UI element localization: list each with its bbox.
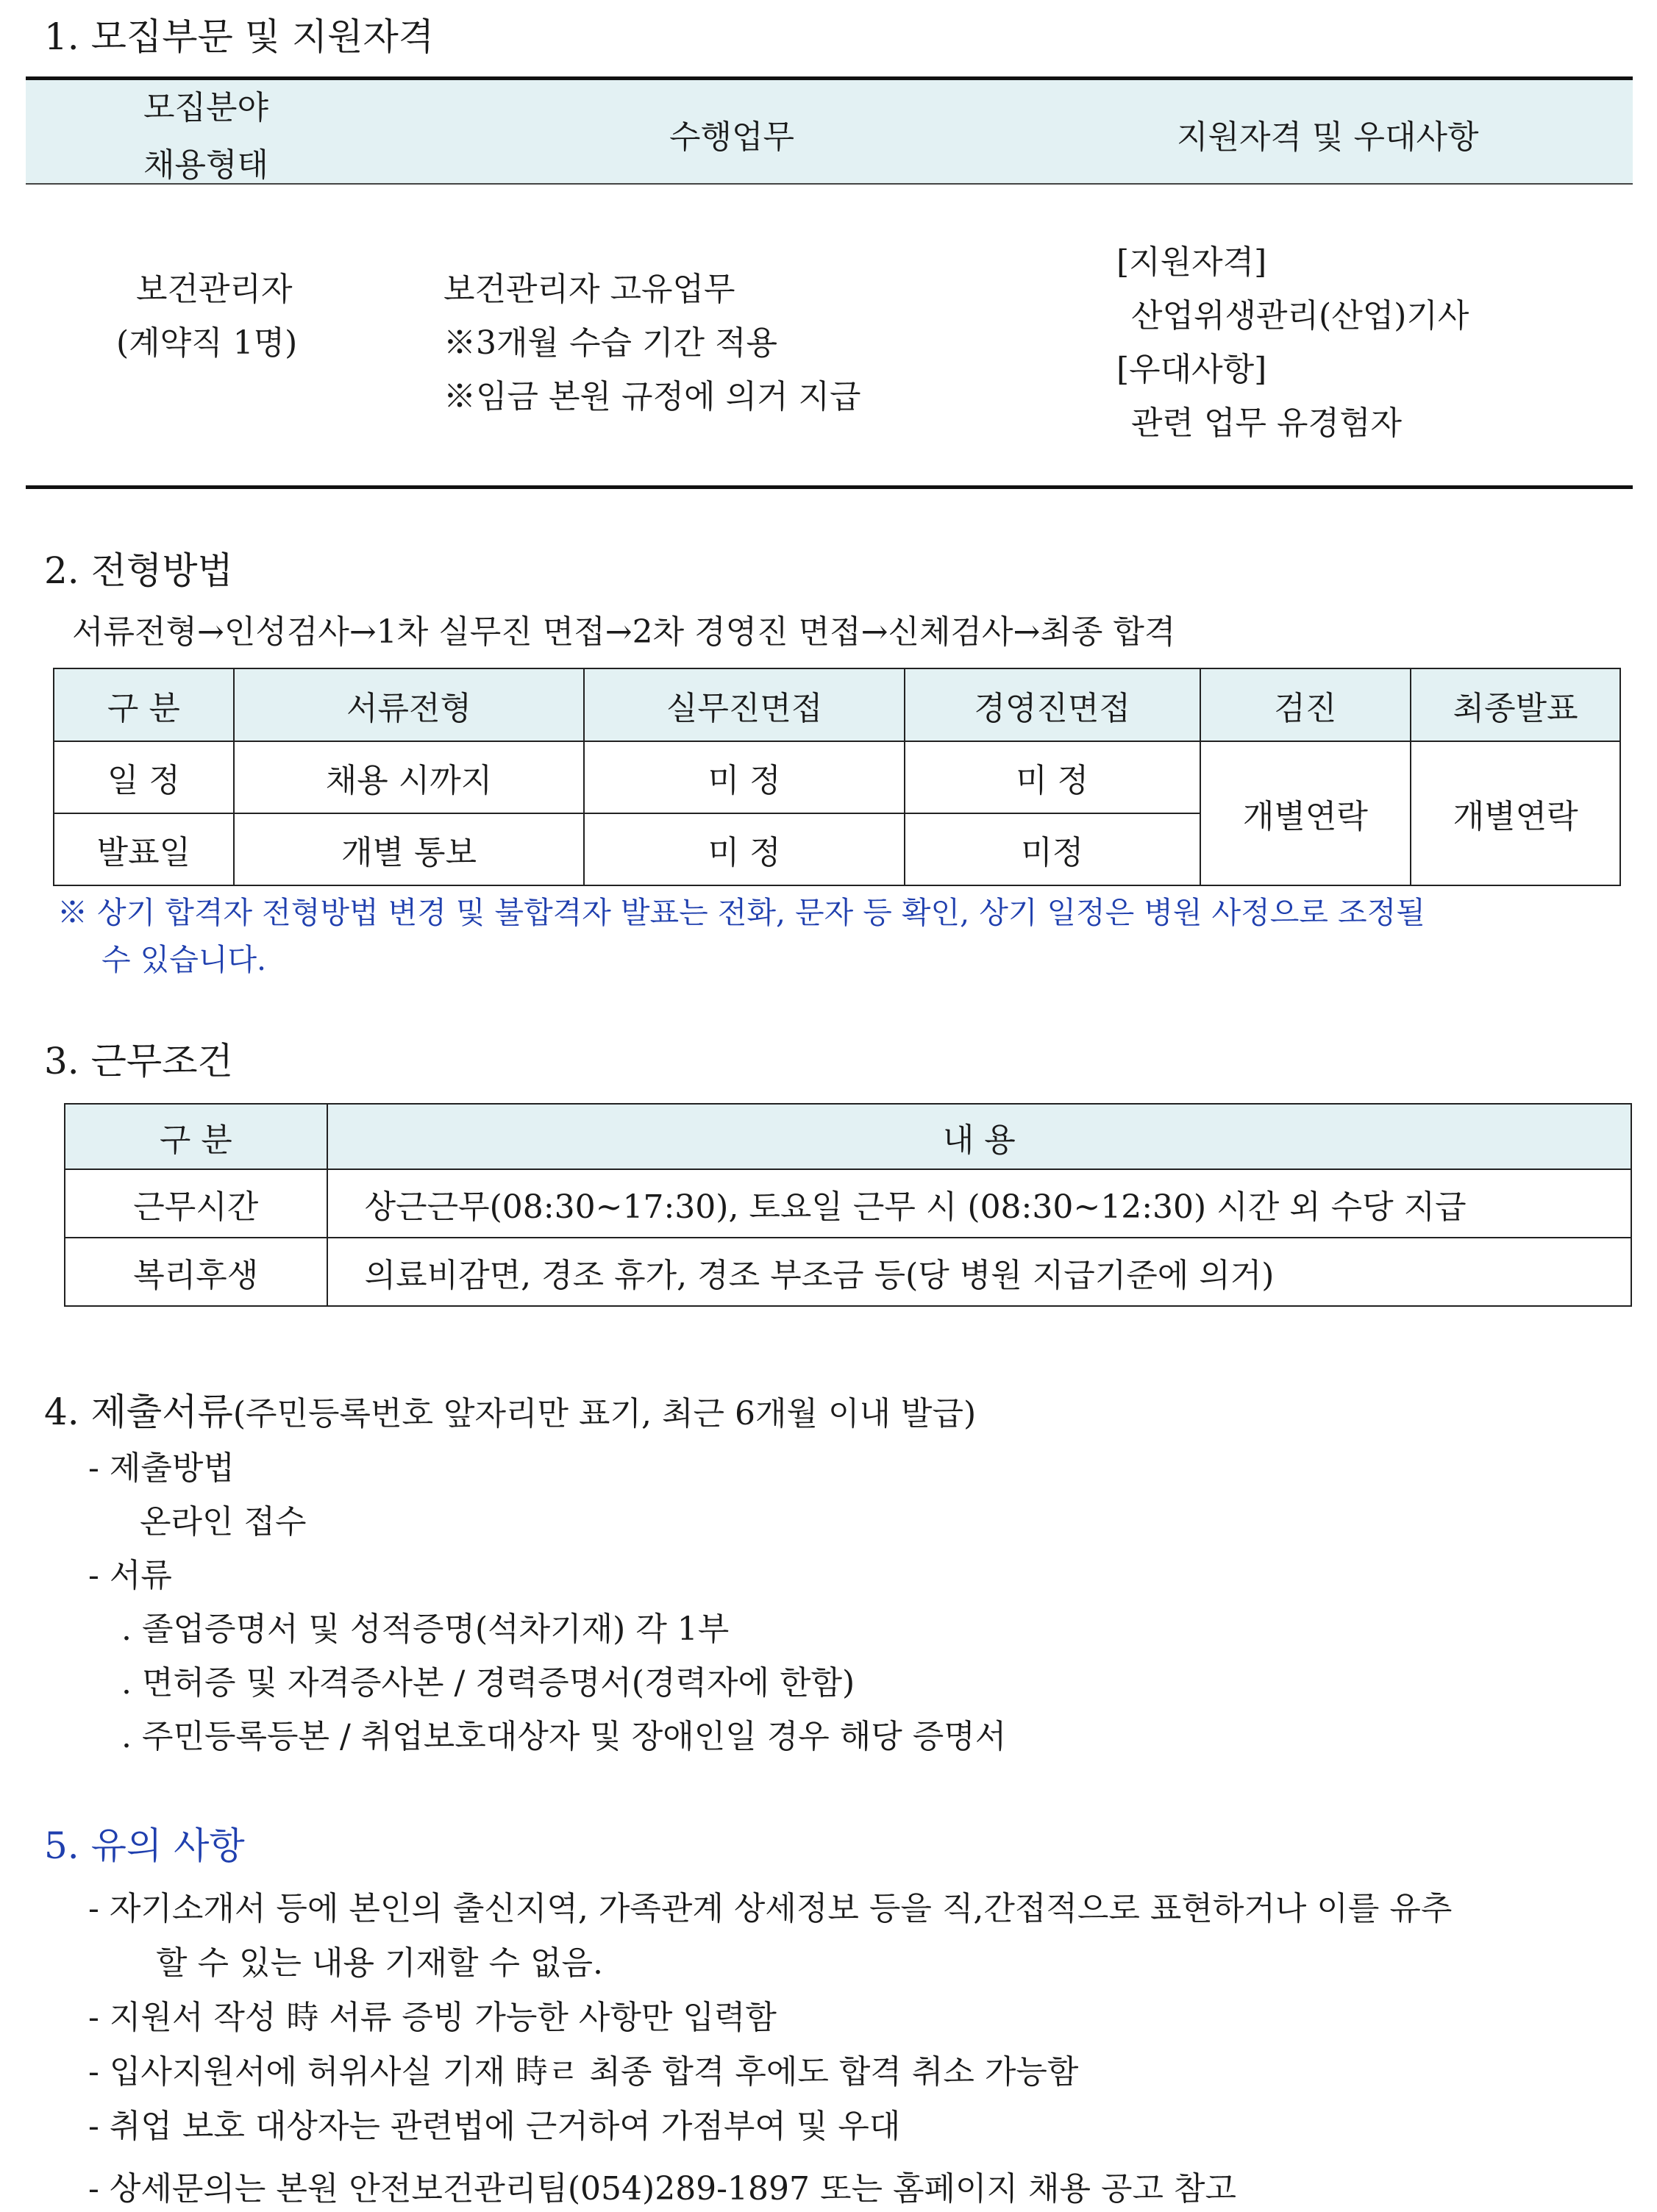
s3-row-content: 의료비감면, 경조 휴가, 경조 부조금 등(당 병원 지급기준에 의거) [327, 1238, 1631, 1306]
section1-bottom-rule [26, 485, 1633, 489]
s2-cell: 미정 [905, 813, 1200, 885]
s2-cell: 개별 통보 [234, 813, 585, 885]
s1-header-field-2: 채용형태 [143, 146, 269, 184]
s1-pref-value: 관련 업무 유경험자 [1131, 404, 1403, 442]
s1-employment-type: (계약직 1명) [116, 324, 298, 362]
s2-header-cell: 구 분 [54, 668, 234, 741]
section4-subtitle: (주민등록번호 앞자리만 표기, 최근 6개월 이내 발급) [232, 1395, 977, 1433]
s2-cell: 채용 시까지 [234, 741, 585, 813]
s5-note: - 지원서 작성 時 서류 증빙 가능한 사항만 입력함 [88, 1999, 777, 2036]
s3-row-welfare [65, 1238, 1631, 1306]
s1-field-name: 보건관리자 [136, 271, 293, 308]
s2-final-contact: 개별연락 [1411, 741, 1620, 885]
section1-title: 1. 모집부문 및 지원자격 [44, 15, 435, 58]
s2-cell: 일 정 [54, 741, 234, 813]
s1-header-duties: 수행업무 [669, 118, 795, 156]
s2-note-line-1: ※ 상기 합격자 전형방법 변경 및 불합격자 발표는 전화, 문자 등 확인, 상기 일정은 병원 사정으로 조정될 [57, 895, 1425, 930]
s3-row-label: 복리후생 [65, 1238, 327, 1306]
s2-header-row [54, 668, 1620, 741]
s2-cell: 미 정 [584, 813, 905, 885]
s2-header-cell: 서류전형 [234, 668, 585, 741]
s4-method-label: - 제출방법 [88, 1449, 235, 1487]
s5-note: 할 수 있는 내용 기재할 수 없음. [156, 1944, 603, 1982]
s5-note: - 상세문의는 본원 안전보건관리팀(054)289-1897 또는 홈페이지 채용 공고 참고 [88, 2170, 1236, 2208]
s3-header-cell: 내 용 [327, 1104, 1631, 1169]
s4-method-value: 온라인 접수 [140, 1503, 307, 1541]
s3-row-content: 상근근무(08:30~17:30), 토요일 근무 시 (08:30~12:30) 시간 외 수당 지급 [327, 1169, 1631, 1238]
section2-title: 2. 전형방법 [44, 549, 233, 592]
s2-cell: 미 정 [584, 741, 905, 813]
s1-header-qualifications: 지원자격 및 우대사항 [1177, 118, 1479, 156]
s5-note: - 자기소개서 등에 본인의 출신지역, 가족관계 상세정보 등을 직,간접적으로 표현하거나 이를 유추 [88, 1890, 1453, 1927]
s5-note: - 입사지원서에 허위사실 기재 時ㄹ 최종 합격 후에도 합격 취소 가능함 [88, 2053, 1079, 2091]
s1-pref-label: [우대사항] [1116, 351, 1267, 388]
section4-heading [44, 1382, 976, 1435]
s1-duty-1: 보건관리자 고유업무 [443, 271, 735, 308]
s5-note: - 취업 보호 대상자는 관련법에 근거하여 가점부여 및 우대 [88, 2108, 901, 2145]
selection-schedule-table [53, 668, 1621, 886]
section4-title: 4. 제출서류 [44, 1391, 233, 1433]
s2-note-line-2: 수 있습니다. [101, 942, 267, 977]
s4-doc-item: . 면허증 및 자격증사본 / 경력증명서(경력자에 한함) [121, 1664, 855, 1702]
s1-duty-2: ※3개월 수습 기간 적용 [443, 324, 777, 362]
s4-doc-item: . 졸업증명서 및 성적증명(석차기재) 각 1부 [121, 1610, 730, 1648]
s2-header-cell: 실무진면접 [584, 668, 905, 741]
s2-header-cell: 검진 [1200, 668, 1411, 741]
s1-qual-label: [지원자격] [1116, 243, 1267, 281]
s2-checkup-contact: 개별연락 [1200, 741, 1411, 885]
s2-cell: 발표일 [54, 813, 234, 885]
s2-cell: 미 정 [905, 741, 1200, 813]
s1-header-field-1: 모집분야 [143, 89, 269, 126]
s2-schedule-row [54, 741, 1620, 813]
work-conditions-table [64, 1103, 1632, 1307]
s1-duty-3: ※임금 본원 규정에 의거 지급 [443, 378, 861, 415]
s4-doc-item: . 주민등록등본 / 취업보호대상자 및 장애인일 경우 해당 증명서 [121, 1718, 1007, 1755]
section3-title: 3. 근무조건 [44, 1040, 233, 1082]
s2-selection-flow: 서류전형→인성검사→1차 실무진 면접→2차 경영진 면접→신체검사→최종 합격 [72, 613, 1176, 651]
section5-title: 5. 유의 사항 [44, 1824, 245, 1867]
s1-qual-value: 산업위생관리(산업)기사 [1131, 297, 1469, 335]
s2-header-cell: 최종발표 [1411, 668, 1620, 741]
s2-header-cell: 경영진면접 [905, 668, 1200, 741]
s3-header-row [65, 1104, 1631, 1169]
s3-row-hours [65, 1169, 1631, 1238]
s4-docs-label: - 서류 [88, 1557, 172, 1594]
s3-header-cell: 구 분 [65, 1104, 327, 1169]
s3-row-label: 근무시간 [65, 1169, 327, 1238]
